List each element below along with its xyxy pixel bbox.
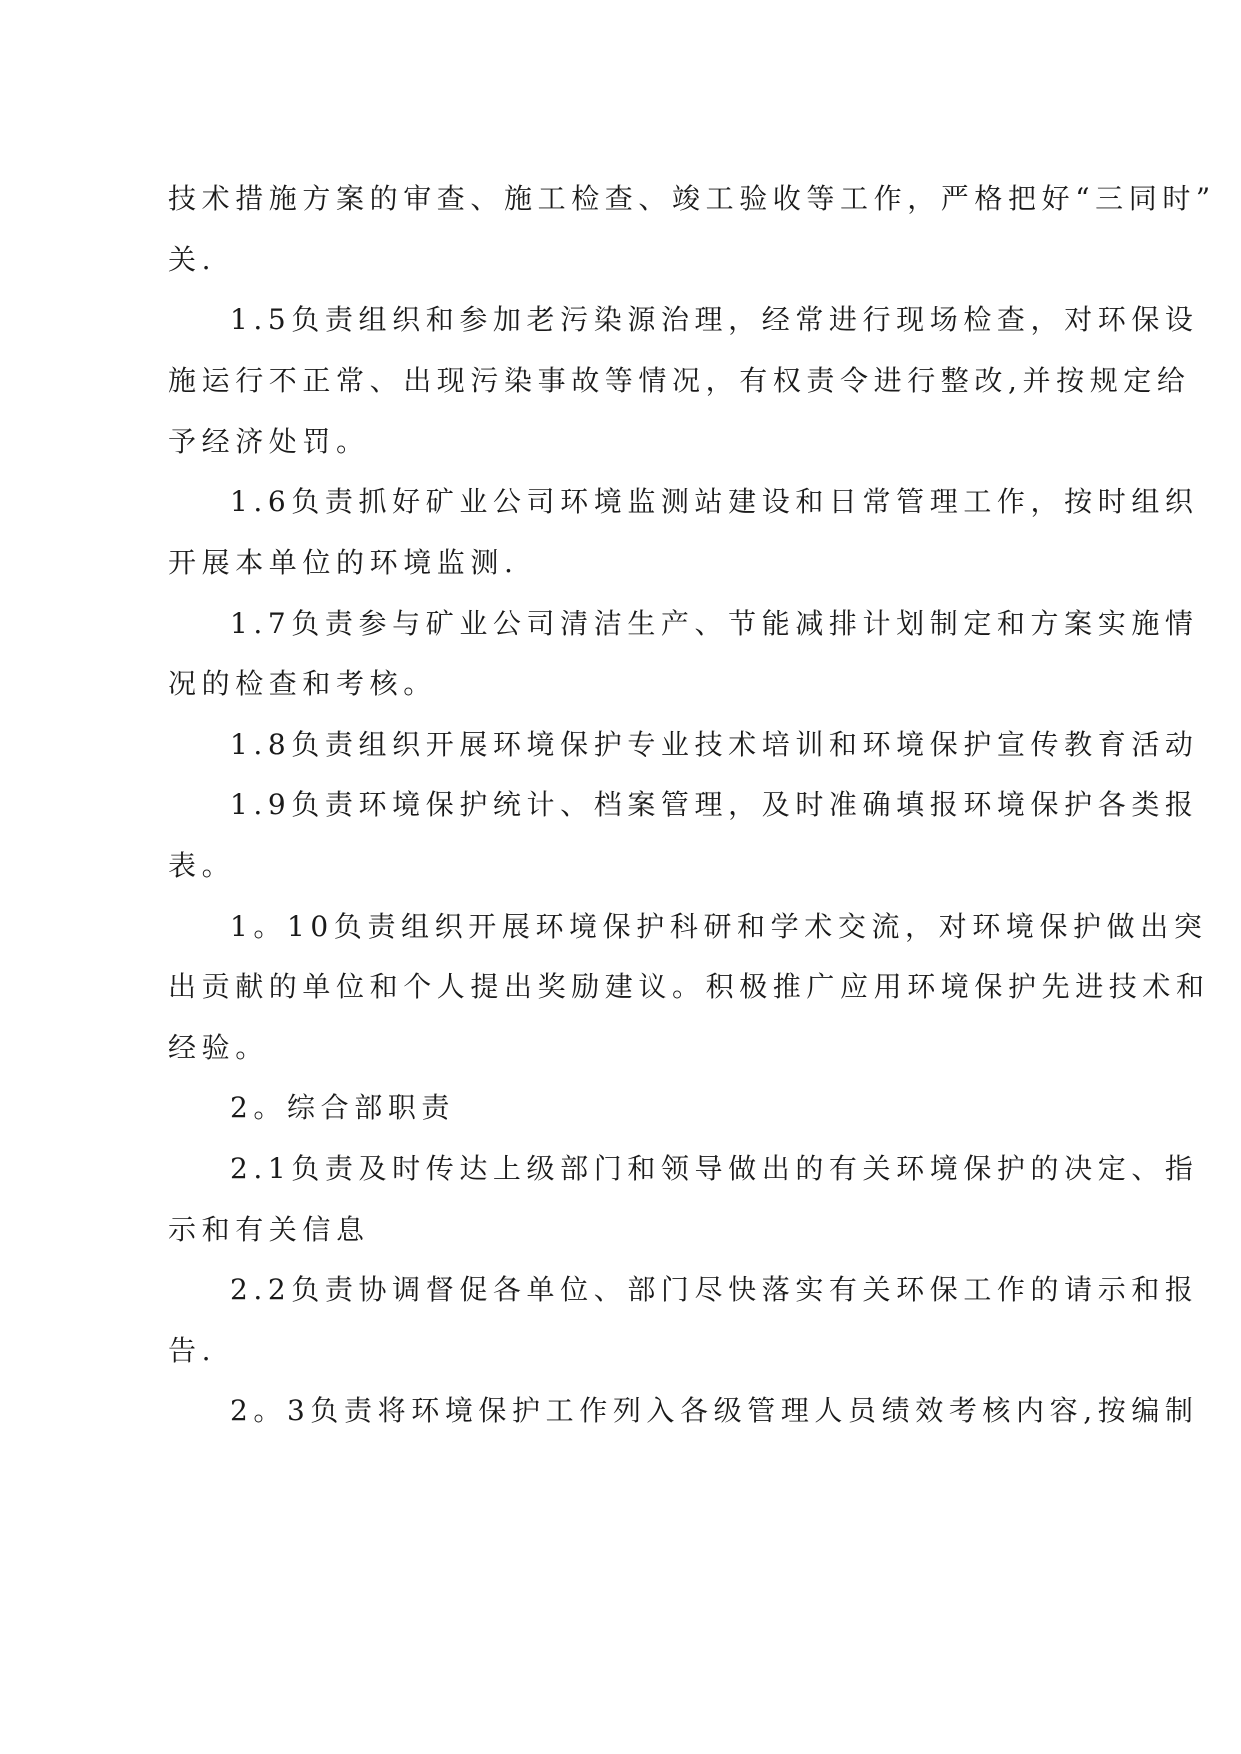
- text-line: 告.: [168, 1334, 217, 1367]
- text-line: 出贡献的单位和个人提出奖励建议。积极推广应用环境保护先进技术和: [168, 970, 1210, 1003]
- paragraph-first-line: 1.6负责抓好矿业公司环境监测站建设和日常管理工作，按时组织: [230, 485, 1199, 518]
- text-line: 表。: [168, 849, 236, 882]
- paragraph-first-line: 1。10负责组织开展环境保护科研和学术交流，对环境保护做出突: [230, 910, 1208, 943]
- text-line: 经验。: [168, 1031, 269, 1064]
- paragraph-first-line: 2.2负责协调督促各单位、部门尽快落实有关环保工作的请示和报: [230, 1273, 1199, 1306]
- paragraph-first-line: 1.8负责组织开展环境保护专业技术培训和环境保护宣传教育活动: [230, 728, 1199, 761]
- paragraph-first-line: 2.1负责及时传达上级部门和领导做出的有关环境保护的决定、指: [230, 1152, 1199, 1185]
- paragraph-first-line: 1.7负责参与矿业公司清洁生产、节能减排计划制定和方案实施情: [230, 607, 1199, 640]
- text-line: 关.: [168, 243, 217, 276]
- text-line: 开展本单位的环境监测.: [168, 546, 519, 579]
- paragraph-first-line: 1.9负责环境保护统计、档案管理，及时准确填报环境保护各类报: [230, 788, 1199, 821]
- text-line: 况的检查和考核。: [168, 667, 437, 700]
- text-line: 施运行不正常、出现污染事故等情况，有权责令进行整改,并按规定给: [168, 364, 1191, 397]
- text-line: 示和有关信息: [168, 1213, 370, 1246]
- paragraph-first-line: 2。3负责将环境保护工作列入各级管理人员绩效考核内容,按编制: [230, 1394, 1199, 1427]
- section-heading: 2。综合部职责: [230, 1091, 456, 1124]
- paragraph-first-line: 1.5负责组织和参加老污染源治理，经常进行现场检查，对环保设: [230, 303, 1199, 336]
- text-line: 技术措施方案的审查、施工检查、竣工验收等工作，严格把好“三同时”: [168, 182, 1216, 215]
- text-line: 予经济处罚。: [168, 425, 370, 458]
